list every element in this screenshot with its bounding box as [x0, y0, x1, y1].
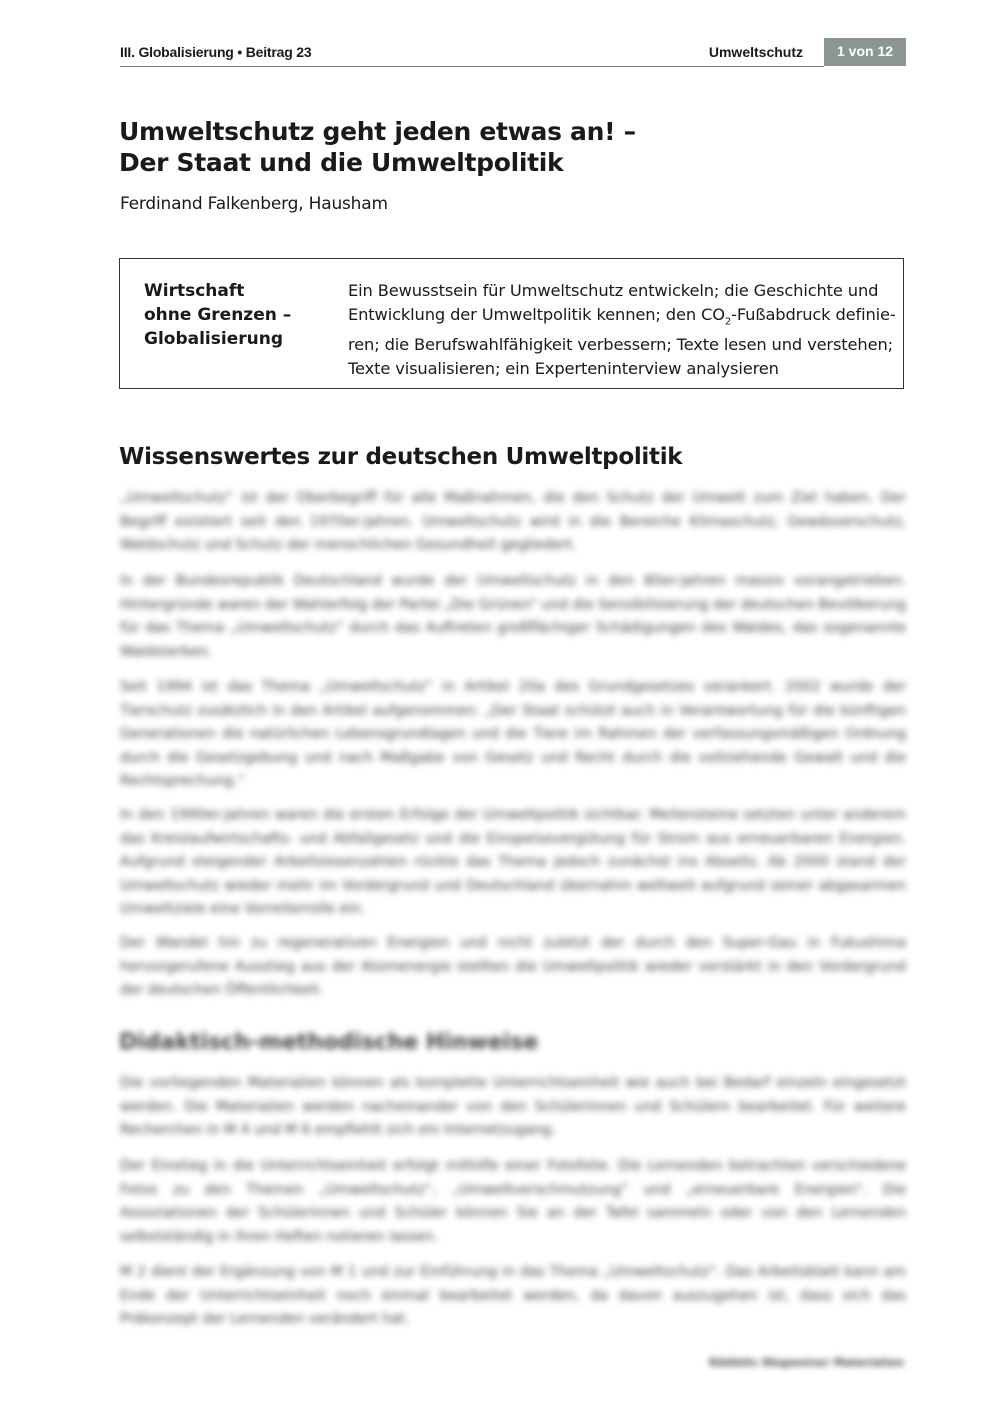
body-paragraph: Die vorliegenden Materialien können als komplette Unterrichtseinheit wie auch bei Bedarf einzeln eingesetzt werden. Die Materialien werden nacheinander von den Schülerinnen und Schülern bearbeitet. Für weitere Recherchen in M 4 und M 6 empfiehlt sich ein Internetzugang.	[120, 1075, 906, 1138]
info-box	[119, 258, 904, 389]
page-header	[120, 38, 906, 68]
body-paragraph: „Umweltschutz“ ist der Oberbegriff für alle Maßnahmen, die den Schutz der Umwelt zum Ziel haben. Der Begriff existiert seit den 1970er-Jahren. Umweltschutz wird in die Bereiche Klimaschutz, Gewässerschutz, Waldschutz und Schutz der menschlichen Gesundheit gegliedert.	[120, 490, 906, 553]
document-title	[119, 116, 899, 178]
goals-line-2	[348, 303, 896, 334]
subject-line-1: Wirtschaft	[144, 281, 245, 301]
subject-label	[144, 279, 314, 351]
topic-label: Umweltschutz	[708, 44, 803, 60]
title-line-1: Umweltschutz geht jeden etwas an! –	[119, 117, 636, 146]
body-paragraph: Der Wandel hin zu regenerativen Energien und nicht zuletzt der durch den Super-Gau in Fukushima hervorgerufene Ausstieg aus der Atomenergie stellten die Umweltpolitik wieder verstärkt in den Vordergrund der deutschen Öffentlichkeit.	[120, 935, 906, 998]
goals-line-2-end: -Fußabdruck definie-	[731, 304, 896, 324]
goals-line-2-start: Entwicklung der Umweltpolitik kennen; den CO	[348, 304, 725, 324]
subject-line-3: Globalisierung	[144, 329, 283, 349]
body-paragraph: Seit 1994 ist das Thema „Umweltschutz“ in Artikel 20a des Grundgesetzes verankert. 2002 wurde der Tierschutz zusätzlich in den Artikel aufgenommen: „Der Staat schützt auch in Verantwortung für die künftigen Generationen die natürlichen Lebensgrundlagen und die Tiere im Rahmen der verfassungsmäßigen Ordnung durch die Gesetzgebung und nach Maßgabe von Gesetz und Recht durch die vollziehende Gewalt und die Rechtsprechung.“	[120, 679, 906, 789]
body-paragraph: In der Bundesrepublik Deutschland wurde der Umweltschutz in den 80er-Jahren massiv vorangetrieben. Hintergründe waren der Wahlerfolg der Partei „Die Grünen“ und die Sensibilisierung der deutschen Bevölkerung für das Thema „Umweltschutz“ durch das Auftreten großflächiger Schädigungen des Waldes, das sogenannte Waldsterben.	[120, 573, 906, 660]
series-label: III. Globalisierung • Beitrag 23	[120, 44, 312, 60]
publisher-footer: RAAbits Wegweiser Materialien	[708, 1356, 904, 1369]
goals-line-4: Texte visualisieren; ein Experteninterview analysieren	[348, 358, 779, 378]
learning-goals	[348, 279, 896, 380]
body-paragraph: In den 1990er-Jahren waren die ersten Erfolge der Umweltpolitik sichtbar. Meilensteine setzten unter anderem das Kreislaufwirtschafts- und Abfallgesetz und die Einspeisevergütung für Strom aus erneuerbaren Energien. Aufgrund steigender Arbeitslosenzahlen rückte das Thema jedoch zunächst ins Abseits. Ab 2000 stand der Umweltschutz wieder mehr im Vordergrund und Deutschland übernahm weltweit aufgrund seiner abgasarmen Umweltziele eine Vorreiterrolle ein.	[120, 807, 906, 917]
section-heading-didaktik: Didaktisch-methodische Hinweise	[119, 1030, 539, 1055]
body-paragraph: M 2 dient der Ergänzung von M 1 und zur Einführung in das Thema „Umweltschutz“. Das Arbeitsblatt kann am Ende der Unterrichtseinheit noch einmal bearbeitet werden, da davon auszugehen ist, dass sich das Präkonzept der Lernenden verändert hat.	[120, 1264, 906, 1327]
co2-subscript: 2	[724, 315, 732, 327]
goals-line-1: Ein Bewusstsein für Umweltschutz entwickeln; die Geschichte und	[348, 281, 879, 300]
subject-line-2: ohne Grenzen –	[144, 305, 292, 325]
body-paragraph: Der Einstieg in die Unterrichtseinheit erfolgt mithilfe einer Fotofolie. Die Lernenden betrachten verschiedene Fotos zu den Themen „Umweltschutz“, „Umweltverschmutzung“ und „erneuerbare Energien“. Die Assoziationen der Schülerinnen und Schüler können Sie an der Tafel sammeln oder von den Lernenden selbstständig in ihren Heften notieren lassen.	[120, 1158, 906, 1245]
goals-line-3: ren; die Berufswahlfähigkeit verbessern; Texte lesen und verstehen;	[348, 335, 893, 355]
header-divider	[120, 66, 824, 67]
title-line-2: Der Staat und die Umweltpolitik	[119, 148, 564, 177]
page-number-badge: 1 von 12	[824, 38, 906, 66]
section-heading-umweltpolitik: Wissenswertes zur deutschen Umweltpolitik	[119, 444, 683, 470]
author-line: Ferdinand Falkenberg, Hausham	[120, 194, 388, 214]
